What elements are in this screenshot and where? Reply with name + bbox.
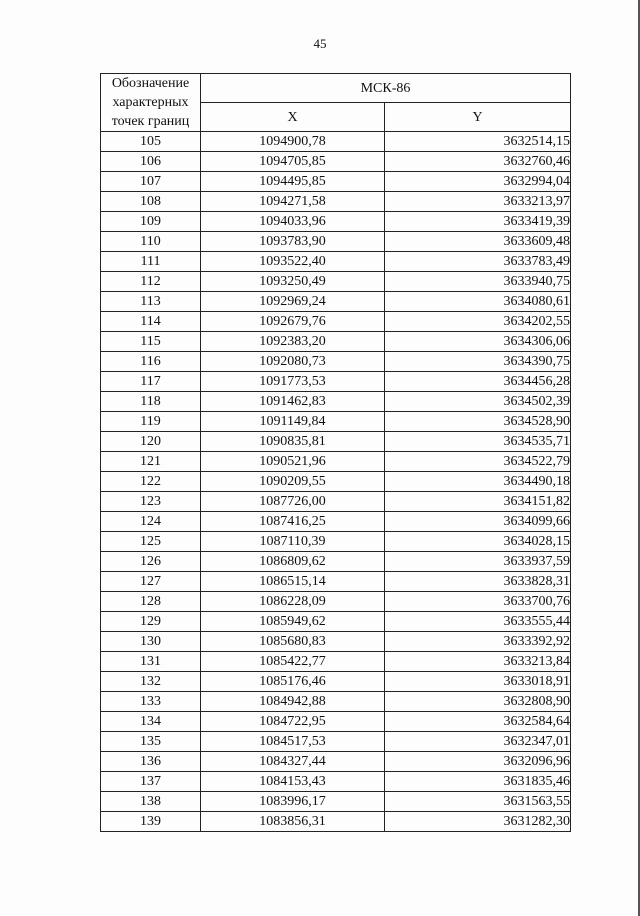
point-number-cell: 121 [101,452,201,472]
table-row [101,452,571,472]
x-coordinate-cell: 1092969,24 [201,292,385,312]
y-coordinate-cell: 3634202,55 [385,312,571,332]
coordinates-table [100,73,571,832]
x-coordinate-cell: 1084942,88 [201,692,385,712]
x-coordinate-cell: 1093250,49 [201,272,385,292]
y-coordinate-cell: 3633018,91 [385,672,571,692]
table-header-row [101,74,571,103]
y-coordinate-cell: 3632514,15 [385,132,571,152]
y-coordinate-cell: 3632808,90 [385,692,571,712]
y-coordinate-cell: 3634080,61 [385,292,571,312]
y-coordinate-cell: 3634028,15 [385,532,571,552]
x-coordinate-cell: 1085680,83 [201,632,385,652]
table-row [101,352,571,372]
header-coordinate-system: МСК-86 [201,74,571,103]
x-coordinate-cell: 1090835,81 [201,432,385,452]
x-coordinate-cell: 1083996,17 [201,792,385,812]
table-row [101,232,571,252]
point-number-cell: 119 [101,412,201,432]
point-number-cell: 122 [101,472,201,492]
y-coordinate-cell: 3634535,71 [385,432,571,452]
x-coordinate-cell: 1094271,58 [201,192,385,212]
table-row [101,672,571,692]
point-number-cell: 129 [101,612,201,632]
x-coordinate-cell: 1091462,83 [201,392,385,412]
x-coordinate-cell: 1084327,44 [201,752,385,772]
point-number-cell: 111 [101,252,201,272]
point-number-cell: 131 [101,652,201,672]
table-row [101,192,571,212]
x-coordinate-cell: 1087416,25 [201,512,385,532]
x-coordinate-cell: 1092080,73 [201,352,385,372]
y-coordinate-cell: 3633937,59 [385,552,571,572]
point-number-cell: 117 [101,372,201,392]
point-number-cell: 137 [101,772,201,792]
table-row [101,552,571,572]
point-number-cell: 135 [101,732,201,752]
y-coordinate-cell: 3633828,31 [385,572,571,592]
y-coordinate-cell: 3633940,75 [385,272,571,292]
table-row [101,792,571,812]
point-number-cell: 120 [101,432,201,452]
y-coordinate-cell: 3634522,79 [385,452,571,472]
x-coordinate-cell: 1087110,39 [201,532,385,552]
table-row [101,312,571,332]
y-coordinate-cell: 3633392,92 [385,632,571,652]
x-coordinate-cell: 1086228,09 [201,592,385,612]
point-number-cell: 126 [101,552,201,572]
x-coordinate-cell: 1094495,85 [201,172,385,192]
point-number-cell: 108 [101,192,201,212]
table-row [101,392,571,412]
table-row [101,132,571,152]
table-row [101,432,571,452]
y-coordinate-cell: 3634490,18 [385,472,571,492]
y-coordinate-cell: 3634306,06 [385,332,571,352]
x-coordinate-cell: 1085422,77 [201,652,385,672]
x-coordinate-cell: 1091773,53 [201,372,385,392]
point-number-cell: 118 [101,392,201,412]
x-coordinate-cell: 1084517,53 [201,732,385,752]
x-coordinate-cell: 1094705,85 [201,152,385,172]
point-number-cell: 105 [101,132,201,152]
point-number-cell: 124 [101,512,201,532]
point-number-cell: 109 [101,212,201,232]
point-number-cell: 139 [101,812,201,832]
y-coordinate-cell: 3633213,97 [385,192,571,212]
y-coordinate-cell: 3634502,39 [385,392,571,412]
table-row [101,772,571,792]
y-coordinate-cell: 3634456,28 [385,372,571,392]
table-row [101,632,571,652]
point-number-cell: 106 [101,152,201,172]
y-coordinate-cell: 3631282,30 [385,812,571,832]
x-coordinate-cell: 1093522,40 [201,252,385,272]
x-coordinate-cell: 1085949,62 [201,612,385,632]
point-number-cell: 115 [101,332,201,352]
y-coordinate-cell: 3631835,46 [385,772,571,792]
y-coordinate-cell: 3632994,04 [385,172,571,192]
x-coordinate-cell: 1086515,14 [201,572,385,592]
point-number-cell: 116 [101,352,201,372]
point-number-cell: 138 [101,792,201,812]
y-coordinate-cell: 3634151,82 [385,492,571,512]
point-number-cell: 132 [101,672,201,692]
x-coordinate-cell: 1090521,96 [201,452,385,472]
table-row [101,492,571,512]
table-row [101,292,571,312]
point-number-cell: 112 [101,272,201,292]
table-row [101,272,571,292]
y-coordinate-cell: 3632584,64 [385,712,571,732]
table-row [101,812,571,832]
x-coordinate-cell: 1092383,20 [201,332,385,352]
point-number-cell: 134 [101,712,201,732]
table-row [101,532,571,552]
table-row [101,752,571,772]
table-row [101,212,571,232]
x-coordinate-cell: 1084153,43 [201,772,385,792]
header-designation: Обозначение характерных точек границ [101,74,201,132]
y-coordinate-cell: 3632096,96 [385,752,571,772]
table-row [101,372,571,392]
table-row [101,152,571,172]
y-coordinate-cell: 3633555,44 [385,612,571,632]
table-row [101,412,571,432]
table-row [101,332,571,352]
y-coordinate-cell: 3633609,48 [385,232,571,252]
table-row [101,612,571,632]
point-number-cell: 114 [101,312,201,332]
header-x: X [201,103,385,132]
y-coordinate-cell: 3634390,75 [385,352,571,372]
y-coordinate-cell: 3633419,39 [385,212,571,232]
table-row [101,732,571,752]
point-number-cell: 123 [101,492,201,512]
y-coordinate-cell: 3632347,01 [385,732,571,752]
x-coordinate-cell: 1092679,76 [201,312,385,332]
y-coordinate-cell: 3633783,49 [385,252,571,272]
x-coordinate-cell: 1083856,31 [201,812,385,832]
point-number-cell: 113 [101,292,201,312]
table-row [101,572,571,592]
table-row [101,512,571,532]
point-number-cell: 128 [101,592,201,612]
table-row [101,472,571,492]
table-row [101,652,571,672]
x-coordinate-cell: 1094900,78 [201,132,385,152]
x-coordinate-cell: 1085176,46 [201,672,385,692]
header-y: Y [385,103,571,132]
point-number-cell: 133 [101,692,201,712]
y-coordinate-cell: 3632760,46 [385,152,571,172]
table-row [101,712,571,732]
page-number: 45 [313,36,327,51]
point-number-cell: 136 [101,752,201,772]
x-coordinate-cell: 1091149,84 [201,412,385,432]
table-row [101,172,571,192]
table-body [101,132,571,832]
y-coordinate-cell: 3631563,55 [385,792,571,812]
point-number-cell: 107 [101,172,201,192]
x-coordinate-cell: 1094033,96 [201,212,385,232]
point-number-cell: 130 [101,632,201,652]
x-coordinate-cell: 1086809,62 [201,552,385,572]
x-coordinate-cell: 1084722,95 [201,712,385,732]
point-number-cell: 125 [101,532,201,552]
y-coordinate-cell: 3634528,90 [385,412,571,432]
x-coordinate-cell: 1087726,00 [201,492,385,512]
y-coordinate-cell: 3634099,66 [385,512,571,532]
y-coordinate-cell: 3633700,76 [385,592,571,612]
table-row [101,252,571,272]
point-number-cell: 110 [101,232,201,252]
x-coordinate-cell: 1090209,55 [201,472,385,492]
table-row [101,592,571,612]
x-coordinate-cell: 1093783,90 [201,232,385,252]
y-coordinate-cell: 3633213,84 [385,652,571,672]
table-row [101,692,571,712]
point-number-cell: 127 [101,572,201,592]
